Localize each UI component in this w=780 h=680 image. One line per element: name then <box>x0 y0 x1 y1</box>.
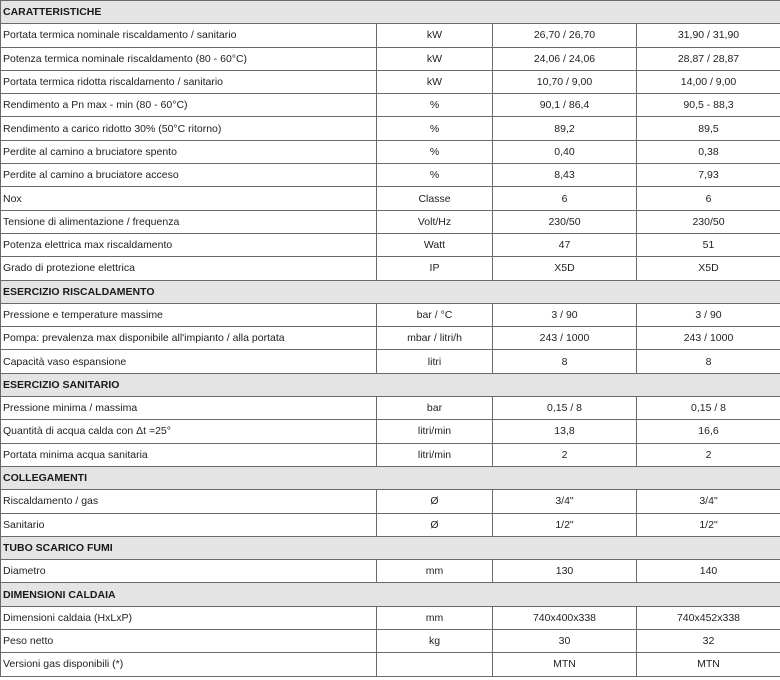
row-value-model-1: 8,43 <box>493 164 637 187</box>
row-label: Tensione di alimentazione / frequenza <box>1 210 377 233</box>
row-label: Peso netto <box>1 630 377 653</box>
section-header-row <box>1 583 780 606</box>
row-unit: kW <box>377 70 493 93</box>
row-value-model-1: 6 <box>493 187 637 210</box>
row-unit: kW <box>377 47 493 70</box>
section-title: TUBO SCARICO FUMI <box>1 536 780 559</box>
table-row <box>1 560 780 583</box>
table-row <box>1 303 780 326</box>
table-row <box>1 47 780 70</box>
row-unit: % <box>377 117 493 140</box>
row-label: Portata termica nominale riscaldamento / sanitario <box>1 24 377 47</box>
row-value-model-2: 89,5 <box>637 117 780 140</box>
row-value-model-2: MTN <box>637 653 780 676</box>
row-value-model-1: 13,8 <box>493 420 637 443</box>
row-label: Diametro <box>1 560 377 583</box>
row-value-model-2: 8 <box>637 350 780 373</box>
section-header-row <box>1 373 780 396</box>
row-unit: litri/min <box>377 420 493 443</box>
row-value-model-2: 16,6 <box>637 420 780 443</box>
row-label: Potenza termica nominale riscaldamento (80 - 60°C) <box>1 47 377 70</box>
row-value-model-2: 32 <box>637 630 780 653</box>
table-row <box>1 70 780 93</box>
row-label: Riscaldamento / gas <box>1 490 377 513</box>
table-row <box>1 233 780 256</box>
row-unit: bar <box>377 397 493 420</box>
table-row <box>1 490 780 513</box>
row-unit: IP <box>377 257 493 280</box>
section-title: COLLEGAMENTI <box>1 466 780 489</box>
row-value-model-1: 8 <box>493 350 637 373</box>
table-row <box>1 420 780 443</box>
row-label: Portata minima acqua sanitaria <box>1 443 377 466</box>
table-row <box>1 397 780 420</box>
row-value-model-2: 0,38 <box>637 140 780 163</box>
row-value-model-1: 130 <box>493 560 637 583</box>
row-unit: mbar / litri/h <box>377 327 493 350</box>
row-unit: % <box>377 164 493 187</box>
row-value-model-1: 243 / 1000 <box>493 327 637 350</box>
row-unit: Volt/Hz <box>377 210 493 233</box>
row-label: Capacità vaso espansione <box>1 350 377 373</box>
row-unit: kg <box>377 630 493 653</box>
row-value-model-1: 230/50 <box>493 210 637 233</box>
row-unit: Ø <box>377 490 493 513</box>
row-label: Perdite al camino a bruciatore spento <box>1 140 377 163</box>
section-title: DIMENSIONI CALDAIA <box>1 583 780 606</box>
row-value-model-1: 2 <box>493 443 637 466</box>
row-value-model-2: 3 / 90 <box>637 303 780 326</box>
row-value-model-2: 7,93 <box>637 164 780 187</box>
row-value-model-2: 1/2" <box>637 513 780 536</box>
row-value-model-2: 31,90 / 31,90 <box>637 24 780 47</box>
row-value-model-1: 24,06 / 24,06 <box>493 47 637 70</box>
row-value-model-2: 230/50 <box>637 210 780 233</box>
table-row <box>1 513 780 536</box>
row-value-model-1: 3/4" <box>493 490 637 513</box>
table-row <box>1 117 780 140</box>
row-label: Rendimento a carico ridotto 30% (50°C ritorno) <box>1 117 377 140</box>
row-label: Pompa: prevalenza max disponibile all'impianto / alla portata <box>1 327 377 350</box>
row-unit: litri <box>377 350 493 373</box>
row-value-model-1: 47 <box>493 233 637 256</box>
row-value-model-1: 0,40 <box>493 140 637 163</box>
table-row <box>1 187 780 210</box>
row-value-model-1: 3 / 90 <box>493 303 637 326</box>
row-value-model-2: 740x452x338 <box>637 606 780 629</box>
row-unit <box>377 653 493 676</box>
table-row <box>1 443 780 466</box>
row-value-model-2: X5D <box>637 257 780 280</box>
row-value-model-1: 89,2 <box>493 117 637 140</box>
row-unit: mm <box>377 560 493 583</box>
row-unit: Ø <box>377 513 493 536</box>
row-value-model-2: 90,5 - 88,3 <box>637 94 780 117</box>
row-label: Perdite al camino a bruciatore acceso <box>1 164 377 187</box>
table-row <box>1 24 780 47</box>
table-row <box>1 606 780 629</box>
row-value-model-2: 0,15 / 8 <box>637 397 780 420</box>
section-header-row <box>1 280 780 303</box>
row-label: Quantità di acqua calda con Δt =25° <box>1 420 377 443</box>
row-unit: Watt <box>377 233 493 256</box>
row-label: Versioni gas disponibili (*) <box>1 653 377 676</box>
row-value-model-2: 6 <box>637 187 780 210</box>
spec-table-body <box>1 1 780 677</box>
row-label: Dimensioni caldaia (HxLxP) <box>1 606 377 629</box>
table-row <box>1 94 780 117</box>
section-header-row <box>1 536 780 559</box>
row-value-model-2: 3/4" <box>637 490 780 513</box>
row-label: Pressione minima / massima <box>1 397 377 420</box>
row-label: Potenza elettrica max riscaldamento <box>1 233 377 256</box>
row-label: Rendimento a Pn max - min (80 - 60°C) <box>1 94 377 117</box>
row-value-model-2: 2 <box>637 443 780 466</box>
table-row <box>1 140 780 163</box>
table-row <box>1 257 780 280</box>
row-value-model-2: 28,87 / 28,87 <box>637 47 780 70</box>
row-value-model-2: 51 <box>637 233 780 256</box>
row-value-model-1: X5D <box>493 257 637 280</box>
row-label: Pressione e temperature massime <box>1 303 377 326</box>
row-label: Grado di protezione elettrica <box>1 257 377 280</box>
row-value-model-1: 90,1 / 86,4 <box>493 94 637 117</box>
row-value-model-1: 1/2" <box>493 513 637 536</box>
row-value-model-1: 740x400x338 <box>493 606 637 629</box>
row-value-model-1: MTN <box>493 653 637 676</box>
table-row <box>1 210 780 233</box>
table-row <box>1 164 780 187</box>
row-unit: % <box>377 94 493 117</box>
row-unit: kW <box>377 24 493 47</box>
row-value-model-2: 243 / 1000 <box>637 327 780 350</box>
section-header-row <box>1 466 780 489</box>
row-value-model-1: 30 <box>493 630 637 653</box>
row-label: Nox <box>1 187 377 210</box>
row-unit: mm <box>377 606 493 629</box>
row-value-model-1: 26,70 / 26,70 <box>493 24 637 47</box>
table-row <box>1 653 780 676</box>
section-title: ESERCIZIO RISCALDAMENTO <box>1 280 780 303</box>
section-title: CARATTERISTICHE <box>1 1 780 24</box>
row-label: Portata termica ridotta riscaldamento / sanitario <box>1 70 377 93</box>
row-value-model-2: 14,00 / 9,00 <box>637 70 780 93</box>
row-value-model-2: 140 <box>637 560 780 583</box>
row-value-model-1: 0,15 / 8 <box>493 397 637 420</box>
row-unit: bar / °C <box>377 303 493 326</box>
section-header-row <box>1 1 780 24</box>
row-unit: % <box>377 140 493 163</box>
section-title: ESERCIZIO SANITARIO <box>1 373 780 396</box>
row-label: Sanitario <box>1 513 377 536</box>
table-row <box>1 630 780 653</box>
table-row <box>1 327 780 350</box>
table-row <box>1 350 780 373</box>
row-value-model-1: 10,70 / 9,00 <box>493 70 637 93</box>
row-unit: Classe <box>377 187 493 210</box>
row-unit: litri/min <box>377 443 493 466</box>
